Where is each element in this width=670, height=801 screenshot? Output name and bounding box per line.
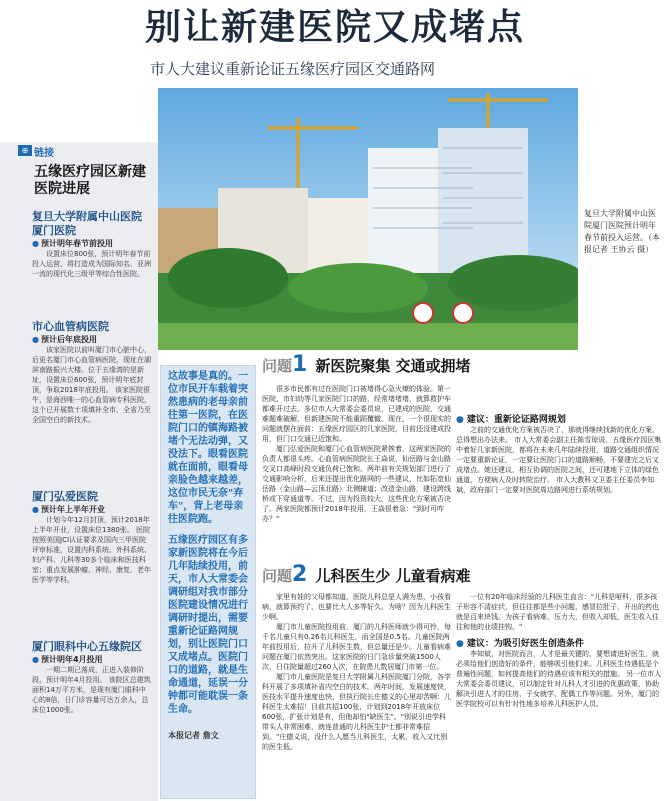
sub-headline: 市人大建议重新论证五缘医疗园区交通路网 xyxy=(150,60,436,78)
paragraph: 家里有娃的父母都知道，医院儿科总是人满为患，小孩看病，就算预约了，也要比大人多等好久。为啥？因为儿科医生少啊。 xyxy=(262,593,451,621)
suggestion-text: 李知斌，对医院而言，人才是最关键的，要想请进好医生，就必须给他们创造好的条件，能够吸引他们来。儿科医生待遇低是个普遍性问题，如何提高他们的待遇应该有相关的措施。 另一位市人大常委会委员建议，可以制定针对儿科人才引进的优惠政策，协助解决引进人才的住房、子女就学、配偶工作等问题。另外，厦门的医学院校可以有针对性地多培养儿科医护人员。 xyxy=(456,650,662,708)
hospital-photo-illustration xyxy=(158,88,578,350)
hospital-block-3 xyxy=(32,490,152,585)
paragraph: 很多市民都有过在医院门口被堵得心急火燎的体验。第一医院、市妇幼等几家医院门口的路，经常堵堵堵，就算救护车都难开过去。多位市人大常委会委员说，已建成的医院，交通难题难破解，但新建医院不能重蹈覆辙。现在，一个很现实的问题就摆在面前：五缘医疗园区的几家医院，目前还没建成投用，但门口交通已近饱和。 xyxy=(262,385,451,443)
hospital-text: 设置床位800张，预计明年春节前投入运营，将打造成为国际知名、亚洲一流的现代化三级甲等综合性医院。 xyxy=(32,250,151,278)
photo-caption: 复旦大学附属中山医院厦门医院预计明年春节前投入运营。（本报记者 王协云 摄） xyxy=(584,209,660,254)
question-1-heading xyxy=(262,352,662,377)
headline-text: 别让新建医院又成堵点 xyxy=(144,7,525,48)
question-title: 儿科医生少 儿童看病难 xyxy=(315,567,471,585)
hospital-text: 一期二期已落成，正进入装修阶段，预计明年4月投用。 该院区总建筑面积14万平方米，是现有厦门眼科中心的8倍，日门诊容量可达万余人，总床位1000张。 xyxy=(32,666,151,714)
intro-text-block xyxy=(168,370,248,741)
question-label: 问题 xyxy=(262,567,293,585)
suggestion-title: ● 建议：为吸引好医生创造条件 xyxy=(456,636,662,649)
hospital-block-2 xyxy=(32,320,152,425)
page-headline xyxy=(0,0,670,66)
hospital-name: 市心血管病医院 xyxy=(32,320,109,333)
paragraph: 厦门市儿童医院是复旦大学附属儿科医院厦门分院，各学科开展了多项填补省内空白的技术。两年时间，发展速度快，医技水平提升速度也快，但执行院长庄德义的心里却苦啊：儿科医生太难招！目前共招100张，计划到2018年开放床位600张，扩张计划是有，但他却怕"缺医生"。"别说引进学科带头人非常困难，就连普通的儿科医生护士都非常难招到。"庄德义说，没什么人愿当儿科医生，太累，收入又比别的医生低。 xyxy=(262,673,451,751)
question-2-body-right xyxy=(456,592,662,709)
hospital-name: 厦门弘爱医院 xyxy=(32,490,98,503)
question-number: 2 xyxy=(292,562,308,587)
intro-text: 这故事是真的。一位市民开车载着突然患病的老母亲前往第一医院，在医院门口的镇海路被堵个无法动弹，又没法下。眼看医院就在面前，眼看母亲脸色越来越差，这位市民无奈"弃车"，背上老母亲往医院跑。 xyxy=(168,371,248,525)
hospital-bullet: ● 预计明年春节前投用 xyxy=(32,238,152,249)
hospital-bullet: ● 预计明年4月投用 xyxy=(32,654,152,665)
hospital-name: 复旦大学附属中山医院厦门医院 xyxy=(32,210,142,237)
paragraph: 厦门弘爱医院和厦门心血管病医院紧挨着，这两家医院的负责人都很头疼。心血管病医院院长王焱说，仙岳路与金山路交叉口高峰时段交通负荷已饱和。两年前有关规划部门进行了交通影响分析，后来还提出优化路网的一些建议，比如拓宽仙岳路（金山路—云顶北路）北侧辅道；改造金山路，建设跨线桥或下穿通道等。不过，因为投资较大，这些优化方案被否决了。两家医院都预计2018年投用，王焱很着急："到时可咋办？" xyxy=(262,445,451,523)
question-title: 新医院聚集 交通或拥堵 xyxy=(315,357,471,375)
hospital-text: 该家医院以前叫厦门市心脏中心，后更名厦门市心血管病医院，现址在湖滨南路振兴大楼。位于五缘湾的是新址，设置床位600张，预计明年底封顶，争取2018年底投用。 该家医院很牛，是海西唯一的心血管病专科医院，这个已开展数十项填补全市、全省乃至全国空白的新技术。 xyxy=(32,346,151,424)
question-number: 1 xyxy=(292,352,308,377)
suggestion-1 xyxy=(456,412,662,495)
sidebar-title: 五缘医疗园区新建医院进展 xyxy=(34,164,146,197)
hospital-block-1 xyxy=(32,210,152,279)
link-icon: ⊕ xyxy=(18,145,32,156)
hospital-bullet: ● 预计年上半年开业 xyxy=(32,504,152,515)
reporter-byline: 本报记者 詹文 xyxy=(168,731,219,740)
hospital-text: 计划今年12月封顶，预计2018年上半年开业，设置床位1380张。 医院按照美国JCI认证要求及国内三甲医院评审标准，设置内科系统、外科系统、妇产科、儿科等30多个临床和医技科室；重点发展肿瘤、神经、康复、老年医学等学科。 xyxy=(32,516,151,584)
suggestion-text: 之前的交通优化方案被否决了，那就得继续找新的优化方案，总得想出办法来。 市人大常委会副主任陈雪琼说，五缘医疗园区集中着好几家新医院，都将在未来几年陆续投用，道路交通组织情况一定要重新论证，一定要让医院门口的道路顺畅，不要建完之后又成堵点。她还建议，相互协调的医院之间，还可建地下立体的绿色通道，方便病人及时转院治疗。 市人大教科文卫委主任委员李知斌，政府部门一定要对医院周边路网进行系统规划。 xyxy=(456,426,662,494)
question-2-heading xyxy=(262,562,662,587)
suggestion-title: ● 建议：重新论证路网规划 xyxy=(456,412,662,425)
intro-text-2: 五缘医疗园区有多家新医院将在今后几年陆续投用，前天，市人大常委会调研组对我市部分医院建设情况进行调研时提出，需要重新论证路网规划，别让医院门口又成堵点。医院门口的道路，就是生命通道，延误一分钟都可能耽误一条生命。 xyxy=(168,535,248,715)
question-2-body xyxy=(262,592,452,752)
question-1-body xyxy=(262,384,452,524)
paragraph: 一位有20年临床经验的儿科医生直言："儿科是哑科，很多孩子形容不清症状，但往往都是些小问题，感冒拉肚子，开出的药也就是百来块钱。为孩子看病难，压力大，但收入却低，医生收入往往和他的业绩挂钩。" xyxy=(456,593,659,631)
hospital-bullet: ● 预计后年底投用 xyxy=(32,334,152,345)
paragraph: 厦门市儿童医院投用前，厦门的儿科医师就少得可怜，每千名儿童只有0.26名儿科医生，而全国是0.5名。儿童医院两年前投用后，拉升了儿科医生数，但总量还是少。儿童看病难问题在厦门依然突出。这家医院的日门急诊量突破1500人次，日住院量超过260人次，在院患儿数居厦门市第一位。 xyxy=(262,623,451,671)
hospital-photo xyxy=(158,88,578,350)
question-label: 问题 xyxy=(262,357,293,375)
hospital-block-4 xyxy=(32,640,152,715)
link-label: 链接 xyxy=(34,148,54,159)
hospital-name: 厦门眼科中心五缘院区 xyxy=(32,640,142,653)
